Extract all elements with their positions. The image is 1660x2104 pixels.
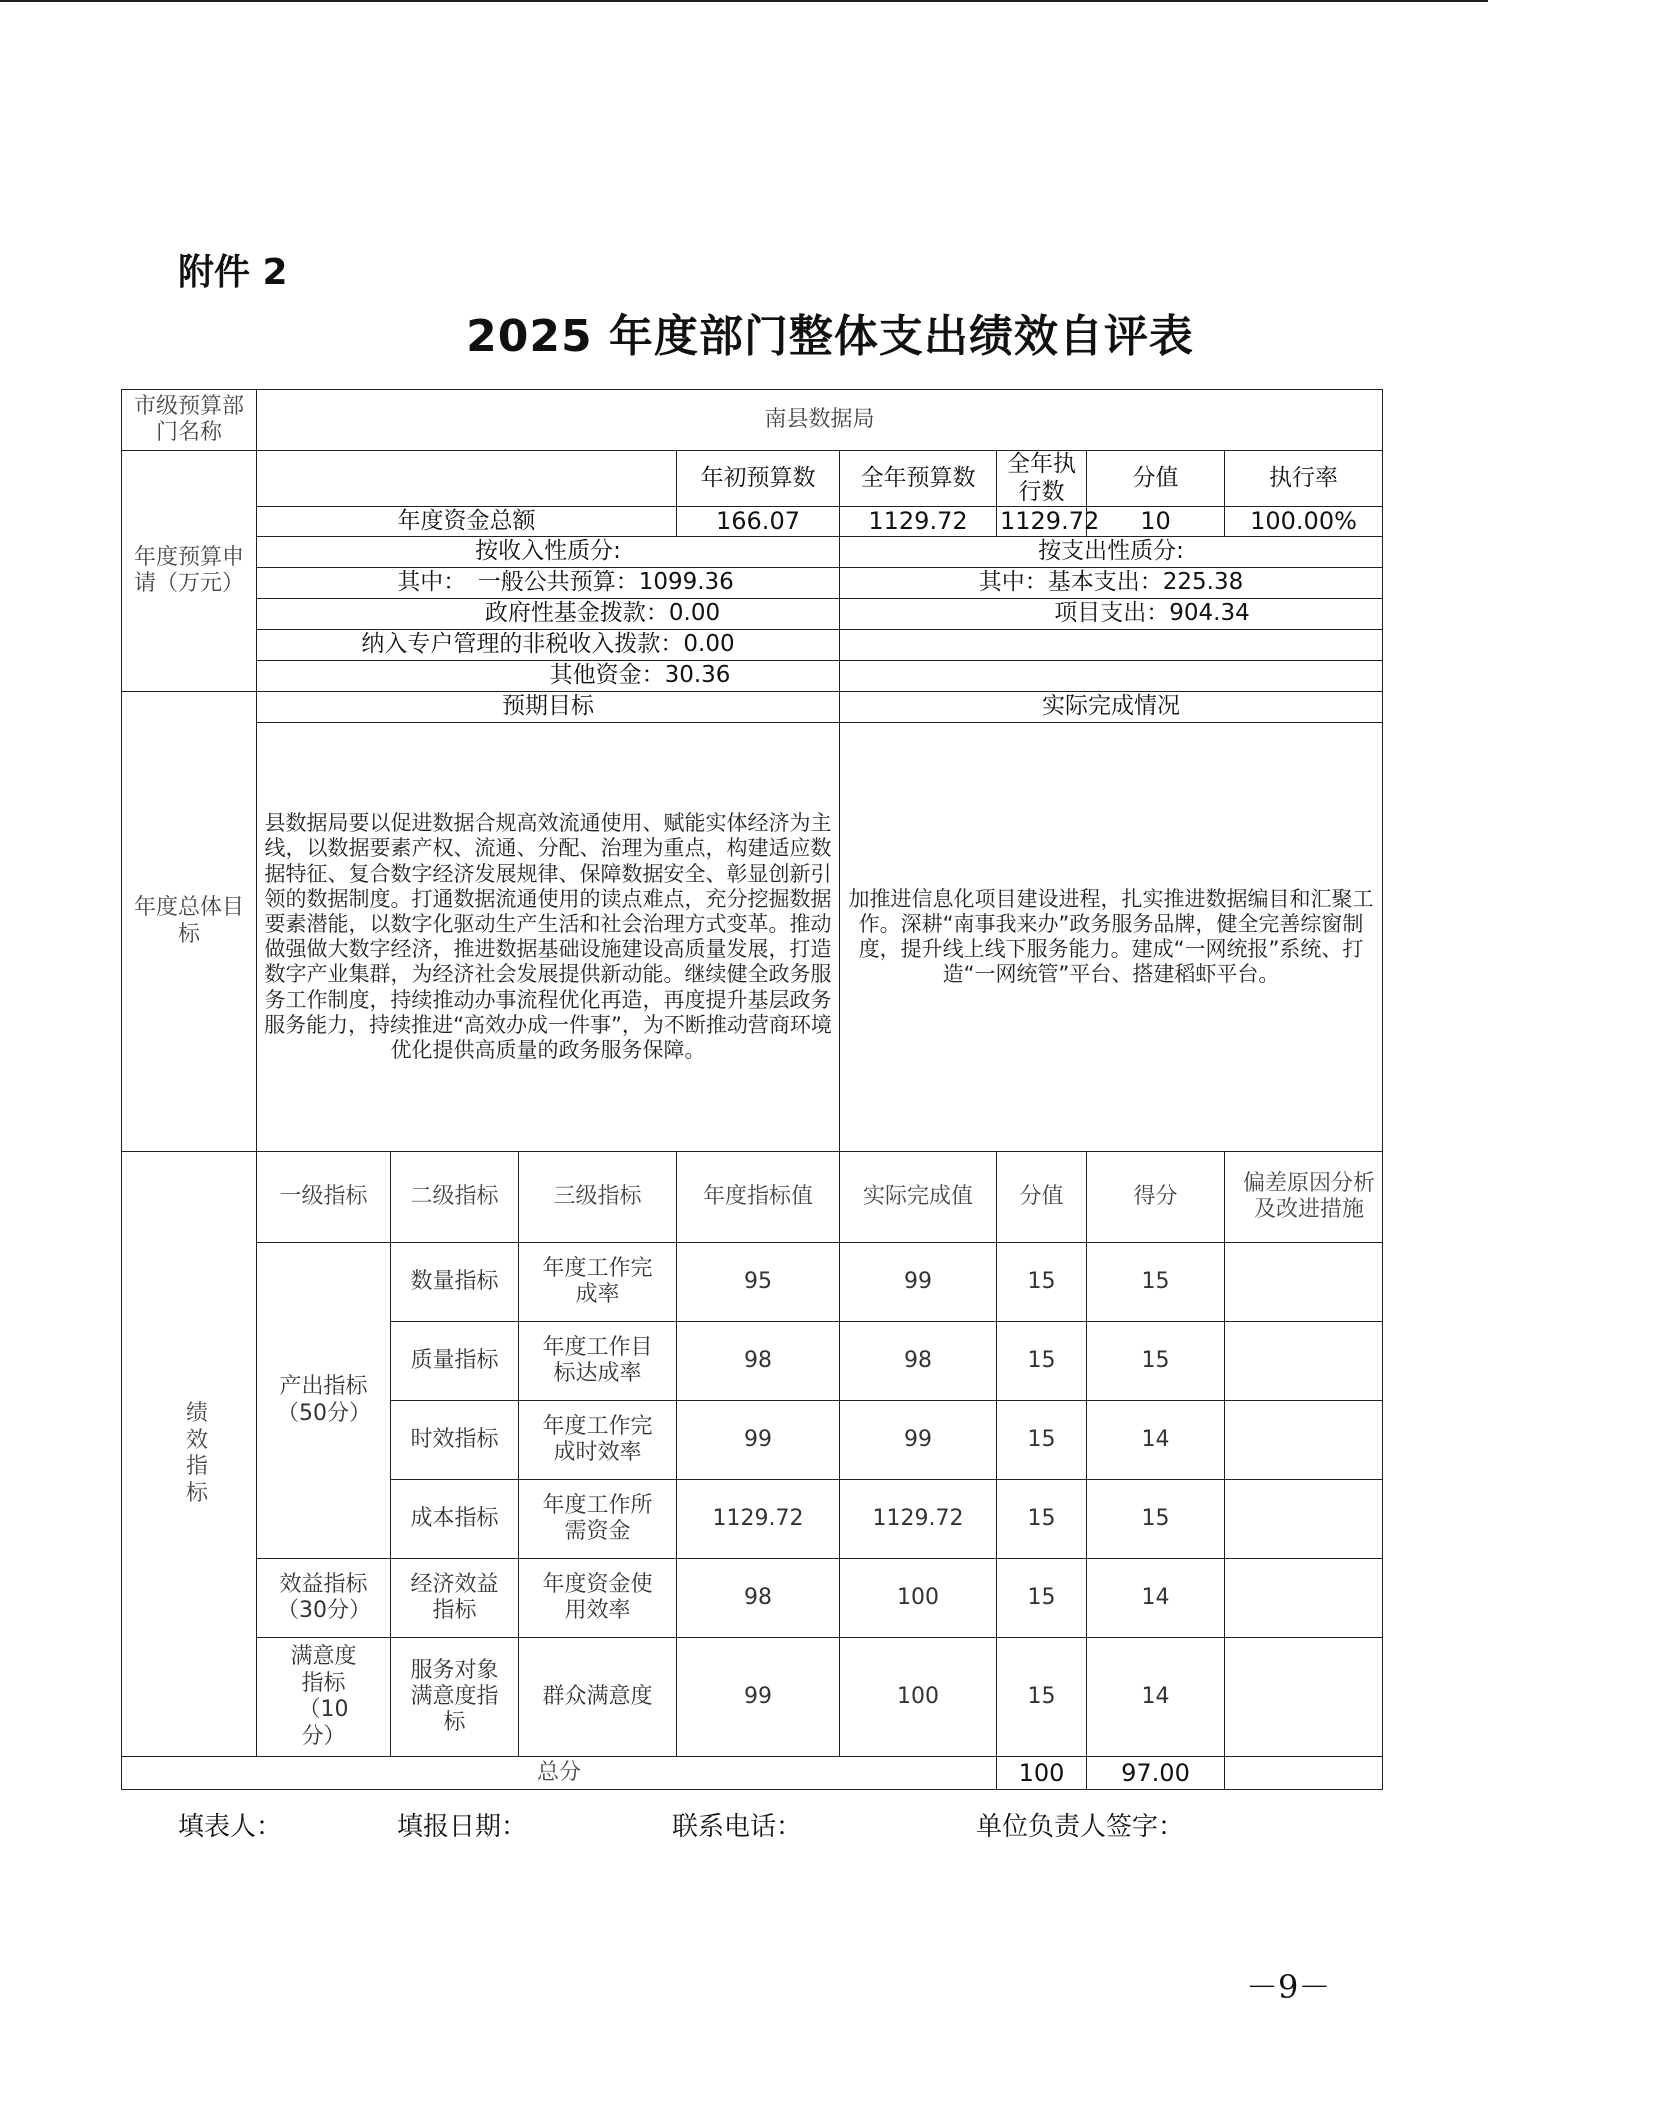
footer-date: 填报日期： xyxy=(397,1812,528,1842)
total-label: 总分 xyxy=(122,1757,997,1790)
output-group-label: 产出指标（50分） xyxy=(257,1243,391,1559)
metric-level2: 时效指标 xyxy=(391,1401,519,1480)
metric-score: 14 xyxy=(1087,1559,1225,1638)
budget-header-row xyxy=(122,451,1383,507)
footer-filler: 填表人： xyxy=(178,1812,283,1842)
metrics-header: 年度指标值 xyxy=(677,1152,840,1243)
metrics-section-label: 绩效指标 xyxy=(122,1152,257,1757)
goals-header-row xyxy=(122,692,1383,723)
metric-level3: 年度工作完成时效率 xyxy=(519,1401,677,1480)
budget-total-value: 166.07 xyxy=(677,507,840,537)
metrics-header: 分值 xyxy=(997,1152,1087,1243)
metric-actual: 100 xyxy=(840,1638,997,1757)
income-other: 其他资金：30.36 xyxy=(257,661,840,692)
page-number: －9－ xyxy=(1246,1968,1331,2006)
metric-score: 15 xyxy=(1087,1243,1225,1322)
income-fund-row xyxy=(122,599,1383,630)
metric-target: 98 xyxy=(677,1559,840,1638)
budget-header-blank xyxy=(257,451,677,507)
satisfaction-group-label: 满意度指标（10分） xyxy=(257,1638,391,1757)
goals-content-row xyxy=(122,723,1383,1152)
goals-expected-header: 预期目标 xyxy=(257,692,840,723)
metric-points: 15 xyxy=(997,1638,1087,1757)
goals-expected-text: 县数据局要以促进数据合规高效流通使用、赋能实体经济为主线，以数据要素产权、流通、分配、治理为重点，构建适应数据特征、复合数字经济发展规律、保障数据安全、彰显创新引领的数据制度。打通数据流通使用的读点难点，充分挖掘数据要素潜能，以数字化驱动生产生活和社会治理方式变革。推动做强做大数字经济，推进数据基础设施建设高质量发展，打造数字产业集群，为经济社会发展提供新动能。继续健全政务服务工作制度，持续推动办事流程优化再造，再度提升基层政务服务能力，持续推进“高效办成一件事”，为不断推动营商环境优化提供高质量的政务服务保障。 xyxy=(257,723,840,1152)
metrics-header: 实际完成值 xyxy=(840,1152,997,1243)
metric-score: 15 xyxy=(1087,1480,1225,1559)
metric-actual: 1129.72 xyxy=(840,1480,997,1559)
metric-level2: 成本指标 xyxy=(391,1480,519,1559)
footer-phone: 联系电话： xyxy=(672,1812,803,1842)
expense-blank xyxy=(840,630,1383,661)
metric-deviation xyxy=(1225,1480,1383,1559)
metric-level2: 服务对象满意度指标 xyxy=(391,1638,519,1757)
total-points: 100 xyxy=(997,1757,1087,1790)
metric-score: 14 xyxy=(1087,1638,1225,1757)
expense-project: 项目支出：904.34 xyxy=(840,599,1383,630)
income-fund: 政府性基金拨款：0.00 xyxy=(257,599,840,630)
budget-col-header: 分值 xyxy=(1087,451,1225,507)
metric-row xyxy=(122,1559,1383,1638)
metric-deviation xyxy=(1225,1322,1383,1401)
metric-actual: 99 xyxy=(840,1243,997,1322)
budget-total-label: 年度资金总额 xyxy=(257,507,677,537)
top-border-line xyxy=(0,0,1488,2)
expense-title: 按支出性质分: xyxy=(840,537,1383,568)
metric-target: 99 xyxy=(677,1638,840,1757)
income-title-row xyxy=(122,537,1383,568)
metric-score: 14 xyxy=(1087,1401,1225,1480)
benefit-group-label: 效益指标（30分） xyxy=(257,1559,391,1638)
metric-actual: 100 xyxy=(840,1559,997,1638)
budget-col-header: 全年执行数 xyxy=(997,451,1087,507)
metric-points: 15 xyxy=(997,1480,1087,1559)
expense-basic: 其中：基本支出：225.38 xyxy=(840,568,1383,599)
income-general-row xyxy=(122,568,1383,599)
budget-total-value: 10 xyxy=(1087,507,1225,537)
expense-blank xyxy=(840,661,1383,692)
budget-total-value: 1129.72 xyxy=(997,507,1087,537)
metric-target: 99 xyxy=(677,1401,840,1480)
metric-deviation xyxy=(1225,1401,1383,1480)
budget-col-header: 执行率 xyxy=(1225,451,1383,507)
income-nontax: 纳入专户管理的非税收入拨款：0.00 xyxy=(257,630,840,661)
goals-actual-header: 实际完成情况 xyxy=(840,692,1383,723)
metric-level3: 年度工作完成率 xyxy=(519,1243,677,1322)
footer-sign: 单位负责人签字： xyxy=(976,1812,1185,1842)
metrics-header: 一级指标 xyxy=(257,1152,391,1243)
metrics-header: 三级指标 xyxy=(519,1152,677,1243)
metric-points: 15 xyxy=(997,1322,1087,1401)
metric-deviation xyxy=(1225,1638,1383,1757)
metric-target: 1129.72 xyxy=(677,1480,840,1559)
metric-level2: 经济效益指标 xyxy=(391,1559,519,1638)
metrics-header: 得分 xyxy=(1087,1152,1225,1243)
metric-level2: 数量指标 xyxy=(391,1243,519,1322)
budget-total-row xyxy=(122,507,1383,537)
income-title: 按收入性质分: xyxy=(257,537,840,568)
attachment-label: 附件 2 xyxy=(178,252,288,293)
metric-deviation xyxy=(1225,1243,1383,1322)
metrics-header: 偏差原因分析及改进措施 xyxy=(1225,1152,1383,1243)
total-row xyxy=(122,1757,1383,1790)
metric-actual: 98 xyxy=(840,1322,997,1401)
budget-col-header: 年初预算数 xyxy=(677,451,840,507)
budget-total-value: 100.00% xyxy=(1225,507,1383,537)
dept-label: 市级预算部门名称 xyxy=(122,390,257,451)
metric-target: 98 xyxy=(677,1322,840,1401)
metric-level3: 年度工作目标达成率 xyxy=(519,1322,677,1401)
total-score: 97.00 xyxy=(1087,1757,1225,1790)
budget-total-value: 1129.72 xyxy=(840,507,997,537)
metrics-header: 二级指标 xyxy=(391,1152,519,1243)
metric-points: 15 xyxy=(997,1559,1087,1638)
metric-row xyxy=(122,1638,1383,1757)
metric-deviation xyxy=(1225,1559,1383,1638)
metric-score: 15 xyxy=(1087,1322,1225,1401)
budget-col-header: 全年预算数 xyxy=(840,451,997,507)
goals-section-label: 年度总体目标 xyxy=(122,692,257,1152)
metric-level3: 群众满意度 xyxy=(519,1638,677,1757)
income-nontax-row xyxy=(122,630,1383,661)
performance-table xyxy=(121,389,1383,1790)
income-other-row xyxy=(122,661,1383,692)
metric-target: 95 xyxy=(677,1243,840,1322)
metric-actual: 99 xyxy=(840,1401,997,1480)
metric-points: 15 xyxy=(997,1243,1087,1322)
metric-points: 15 xyxy=(997,1401,1087,1480)
budget-section-label: 年度预算申请（万元） xyxy=(122,451,257,692)
metrics-header-row xyxy=(122,1152,1383,1243)
metric-level3: 年度工作所需资金 xyxy=(519,1480,677,1559)
metric-row xyxy=(122,1243,1383,1322)
goals-actual-text: 加推进信息化项目建设进程，扎实推进数据编目和汇聚工作。深耕“南事我来办”政务服务品牌，健全完善综窗制度，提升线上线下服务能力。建成“一网统报”系统、打造“一网统管”平台、搭建稻虾平台。 xyxy=(840,723,1383,1152)
income-general: 其中： 一般公共预算：1099.36 xyxy=(257,568,840,599)
dept-row xyxy=(122,390,1383,451)
page-title: 2025 年度部门整体支出绩效自评表 xyxy=(466,311,1194,362)
dept-value: 南县数据局 xyxy=(257,390,1383,451)
metric-level3: 年度资金使用效率 xyxy=(519,1559,677,1638)
metric-level2: 质量指标 xyxy=(391,1322,519,1401)
total-blank xyxy=(1225,1757,1383,1790)
